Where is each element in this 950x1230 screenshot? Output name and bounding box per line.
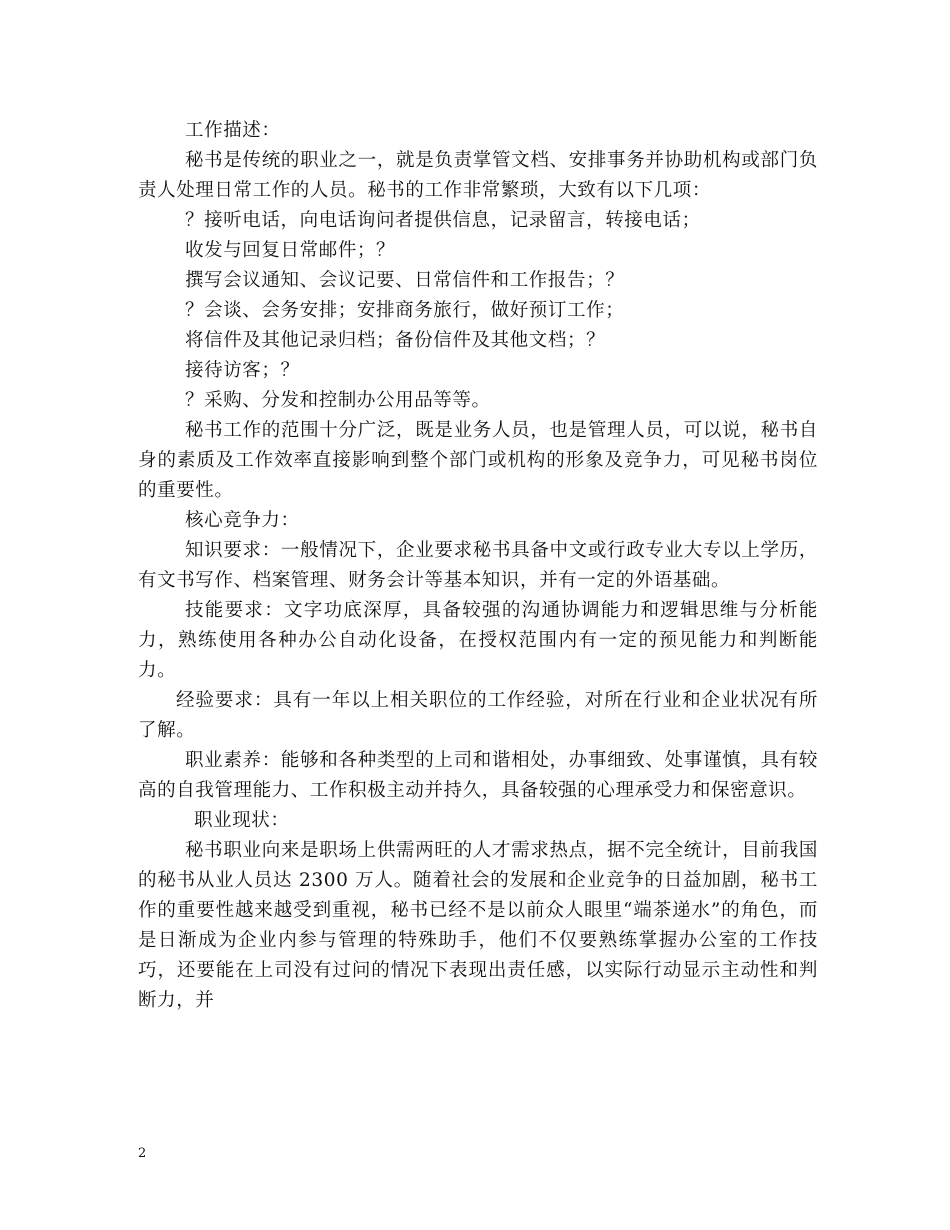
skills-paragraph: 技能要求：文字功底深厚，具备较强的沟通协调能力和逻辑思维与分析能力，熟练使用各种办公自动化设备，在授权范围内有一定的预见能力和判断能力。 [138,600,818,681]
job-description-heading: 工作描述： [185,120,281,141]
duty-item: ？采购、分发和控制办公用品等等。 [185,390,491,411]
document-body [138,116,818,1016]
duty-item: ？会谈、会务安排；安排商务旅行，做好预订工作； [185,300,625,321]
duty-item: 撰写会议通知、会议记要、日常信件和工作报告；？ [185,270,625,291]
status-paragraph: 秘书职业向来是职场上供需两旺的人才需求热点，据不完全统计，目前我国的秘书从业人员达 2300 万人。随着社会的发展和企业竞争的日益加剧，秘书工作的重要性越来越受到重视，秘书已经不是以前众人眼里“端茶递水”的角色，而是日渐成为企业内参与管理的特殊助手，他们不仅要熟练掌握办公室的工作技巧，还要能在上司没有过问的情况下表现出责任感，以实际行动显示主动性和判断力，并 [138,840,818,1011]
experience-paragraph: 经验要求：具有一年以上相关职位的工作经验，对所在行业和企业状况有所了解。 [138,690,818,741]
professionalism-paragraph: 职业素养：能够和各种类型的上司和谐相处，办事细致、处事谨慎，具有较高的自我管理能力、工作积极主动并持久，具备较强的心理承受力和保密意识。 [138,750,818,801]
intro-paragraph: 秘书是传统的职业之一，就是负责掌管文档、安排事务并协助机构或部门负责人处理日常工作的人员。秘书的工作非常繁琐，大致有以下几项： [138,150,818,201]
status-heading: 职业现状： [194,810,290,831]
duty-item: 将信件及其他记录归档；备份信件及其他文档；？ [185,330,606,351]
page-number: 2 [138,1146,147,1161]
scope-paragraph: 秘书工作的范围十分广泛，既是业务人员，也是管理人员，可以说，秘书自身的素质及工作效率直接影响到整个部门或机构的形象及竞争力，可见秘书岗位的重要性。 [138,420,818,501]
knowledge-paragraph: 知识要求：一般情况下，企业要求秘书具备中文或行政专业大专以上学历，有文书写作、档案管理、财务会计等基本知识，并有一定的外语基础。 [138,540,818,591]
duty-item: 接待访客；？ [185,360,300,381]
duty-item: 收发与回复日常邮件；？ [185,240,396,261]
duty-item: ？接听电话，向电话询问者提供信息，记录留言，转接电话； [185,210,701,231]
core-competence-heading: 核心竞争力： [185,510,300,531]
